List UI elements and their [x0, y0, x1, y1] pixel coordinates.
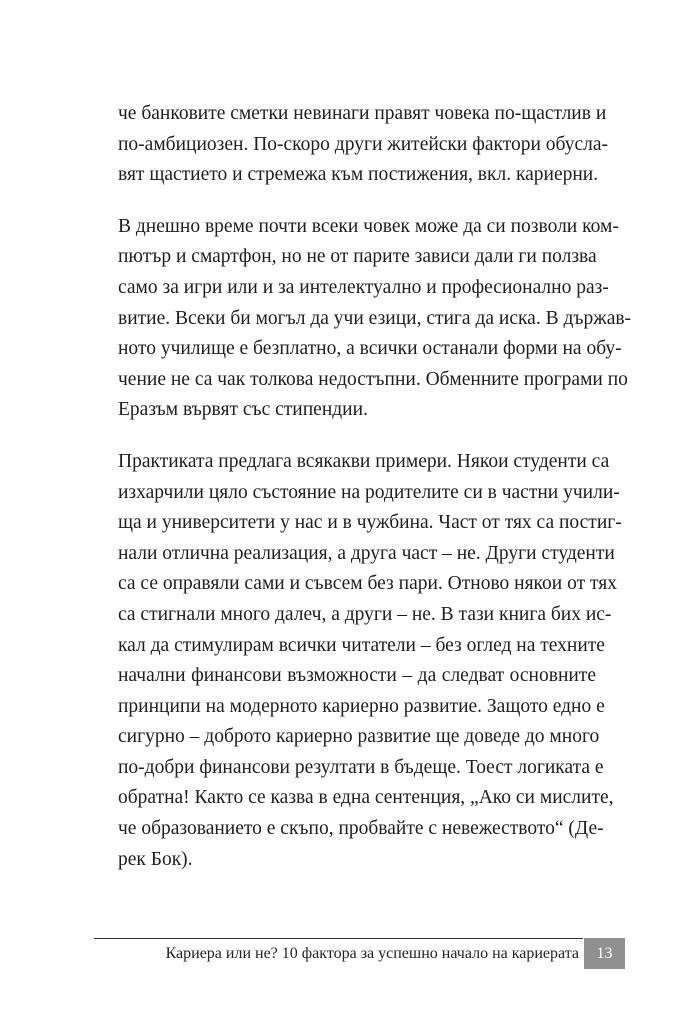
text-line: чение не са чак толкова недостъпни. Обменните програми по	[118, 368, 628, 390]
text-line: че банковите сметки невинаги правят човека по-щастлив и	[118, 103, 607, 124]
page-number: 13	[584, 938, 625, 969]
paragraph	[118, 99, 609, 191]
page-footer	[94, 938, 625, 970]
text-line: кал да стимулирам всички читатели – без оглед на техните	[118, 634, 605, 656]
text-line: Еразъм вървят със стипендии.	[118, 399, 368, 421]
footer-rule	[94, 938, 583, 939]
text-line: принципи на модерното кариерно развитие. Защото едно е	[118, 695, 605, 717]
text-line: са се оправяли сами и съвсем без пари. Отново някои от тях	[118, 573, 617, 595]
text-line: ното училище е безплатно, а всички останали форми на обу-	[118, 338, 622, 360]
text-line: само за игри или и за интелектуално и професионално раз-	[118, 276, 609, 298]
text-line: нали отлична реализация, а друга част – не. Други студенти	[118, 542, 615, 564]
text-line: пютър и смартфон, но не от парите зависи дали ги ползва	[118, 246, 597, 268]
text-line: начални финансови възможности – да следват основните	[118, 665, 596, 687]
text-line: изхарчили цяло състояние на родителите си в частни учили-	[118, 481, 620, 503]
paragraph	[118, 447, 622, 875]
text-line: В днешно време почти всеки човек може да си позволи ком-	[118, 215, 619, 237]
running-title: Кариера или не? 10 фактора за успешно начало на кариерата	[165, 945, 579, 962]
text-line: ща и университети у нас и в чужбина. Част от тях са постиг-	[118, 512, 622, 534]
text-line: Практиката предлага всякакви примери. Някои студенти са	[118, 450, 610, 472]
body-text	[118, 99, 632, 896]
text-line: сигурно – доброто кариерно развитие ще доведе до много	[118, 726, 600, 748]
text-line: витие. Всеки би могъл да учи езици, стига да иска. В държав-	[118, 307, 632, 329]
text-line: обратна! Както се казва в една сентенция, „Ако си мислите,	[118, 787, 614, 809]
text-line: рек Бок).	[118, 848, 193, 870]
paragraph	[118, 212, 632, 426]
text-line: вят щастието и стремежа към постижения, вкл. кариерни.	[118, 164, 599, 186]
text-line: че образованието е скъпо, пробвайте с невежеството“ (Де-	[118, 818, 604, 840]
text-line: по-добри финансови резултати в бъдеще. Тоест логиката е	[118, 756, 604, 778]
text-line: са стигнали много далеч, а други – не. В тази книга бих ис-	[118, 603, 612, 625]
text-line: по-амбициозен. По-скоро други житейски фактори обусла-	[118, 133, 609, 155]
